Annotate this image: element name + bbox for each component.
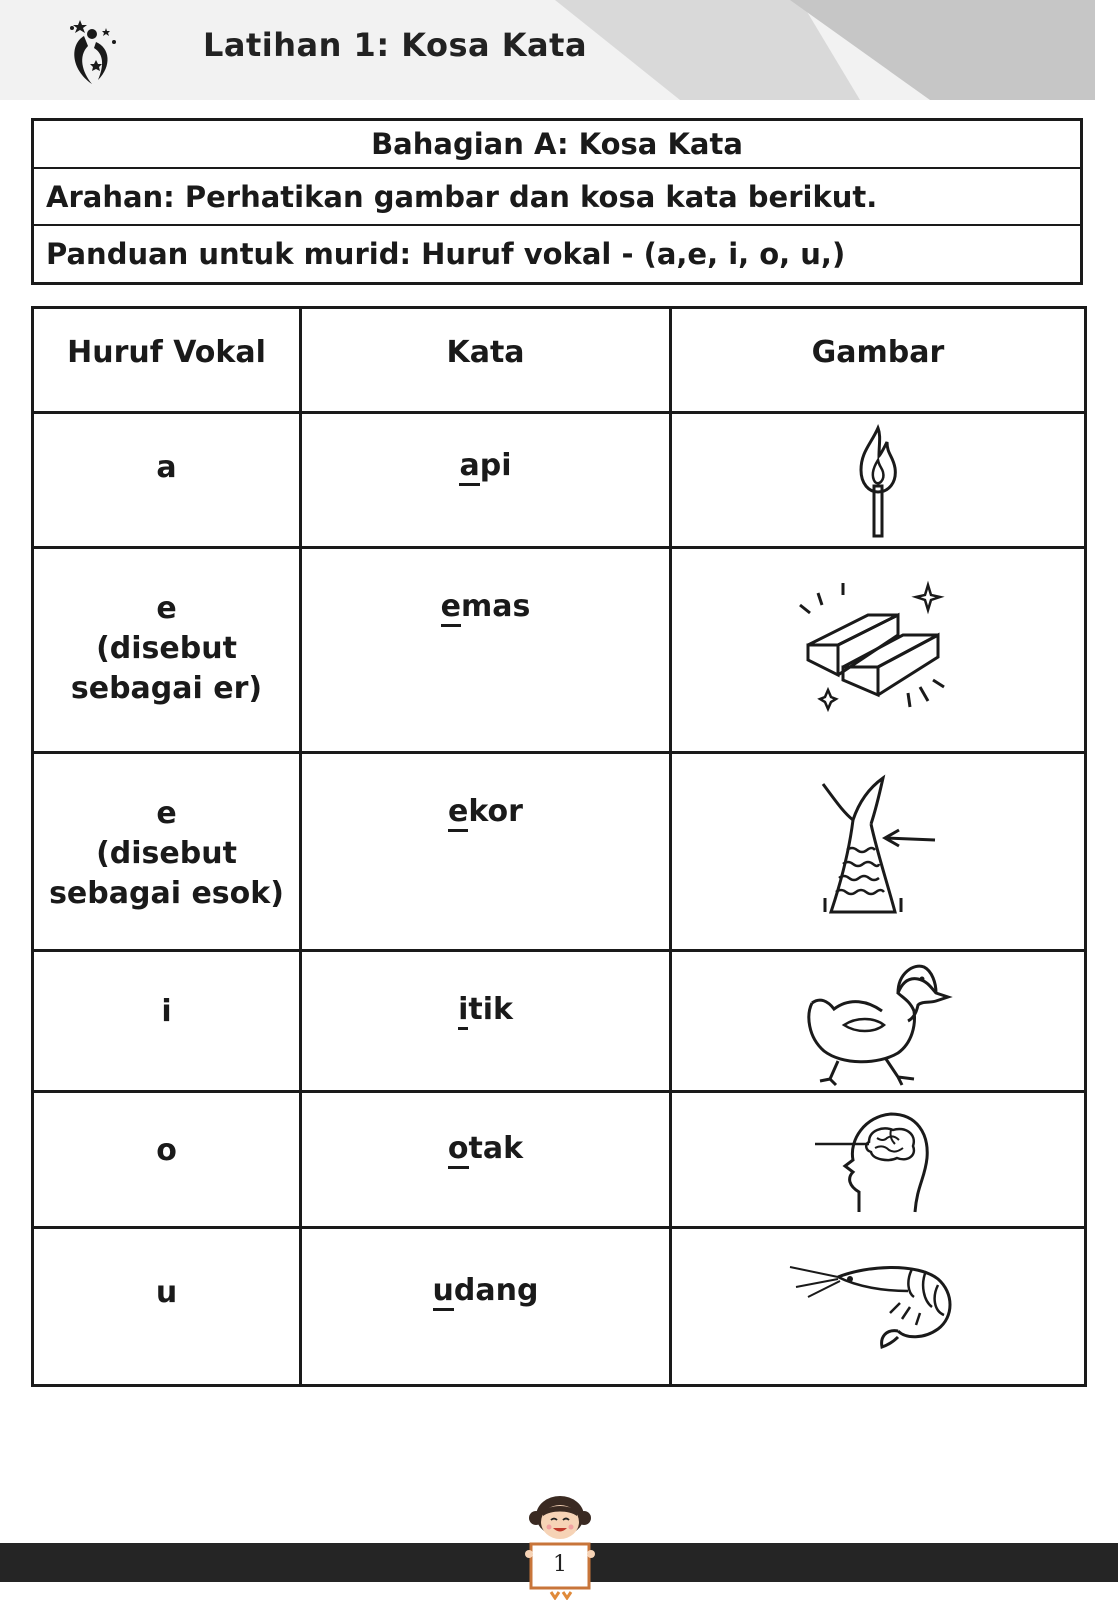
table-row [33,413,1086,548]
stars-swirl-logo-icon [62,14,124,92]
word-text [441,589,531,624]
table-row [33,1092,1086,1228]
table-row [33,951,1086,1092]
shrimp-icon [788,1257,968,1357]
word-first-letter: e [441,589,461,627]
page-title: Latihan 1: Kosa Kata [203,26,588,64]
word-first-letter: e [448,794,468,832]
vowel-cell [33,951,301,1092]
word-rest: dang [453,1273,539,1308]
word-text [448,1131,523,1166]
vowel-note: (disebut [96,836,237,871]
table-header-row [33,308,1086,413]
word-text [459,448,511,483]
section-info-box [31,118,1083,285]
vowel-cell [33,753,301,951]
table-row [33,753,1086,951]
girl-mascot-icon [519,1494,601,1600]
picture-cell [671,951,1086,1092]
word-cell [301,413,671,548]
header-vowel: Huruf Vokal [33,308,301,413]
header-picture: Gambar [671,308,1086,413]
vowel-cell [33,548,301,753]
vowel-cell [33,1228,301,1386]
word-text [433,1273,539,1308]
word-text [458,992,513,1027]
word-cell [301,1092,671,1228]
gold-bars-icon [788,575,968,725]
header-word: Kata [301,308,671,413]
vowel-letter: a [156,450,177,485]
table-row [33,548,1086,753]
vowel-cell [33,1092,301,1228]
picture-cell [671,413,1086,548]
vowel-note: (disebut [96,631,237,666]
word-cell [301,753,671,951]
section-title: Bahagian A: Kosa Kata [34,121,1080,169]
fish-tail-icon [813,772,943,932]
brain-head-icon [813,1100,943,1220]
duck-icon [798,953,958,1089]
vowel-letter: i [161,994,172,1029]
word-first-letter: a [459,448,479,486]
word-first-letter: u [433,1273,454,1311]
vowel-letter: u [155,1275,178,1310]
table-row [33,1228,1086,1386]
vowel-letter: e [156,796,177,831]
page-number: 1 [553,1552,567,1577]
word-first-letter: i [458,992,468,1030]
vowel-note: sebagai er) [70,671,263,706]
word-cell [301,951,671,1092]
picture-cell [671,753,1086,951]
vowel-cell [33,413,301,548]
vowel-letter: o [156,1133,177,1168]
guide-text: Panduan untuk murid: Huruf vokal - (a,e, i, o, u,) [46,237,846,271]
matchstick-fire-icon [843,420,913,540]
word-cell [301,548,671,753]
vowel-note: sebagai esok) [49,876,284,911]
picture-cell [671,548,1086,753]
word-rest: tak [468,1131,524,1166]
word-first-letter: o [448,1131,469,1169]
picture-cell [671,1092,1086,1228]
page-header [0,0,1118,100]
word-rest: kor [468,794,523,829]
word-rest: tik [468,992,513,1027]
picture-cell [671,1228,1086,1386]
word-cell [301,1228,671,1386]
word-text [448,794,523,829]
instruction-text: Arahan: Perhatikan gambar dan kosa kata berikut. [34,169,1080,226]
vowel-letter: e [156,591,177,626]
word-rest: mas [460,589,531,624]
vocabulary-table [31,306,1087,1387]
word-rest: pi [479,448,512,483]
